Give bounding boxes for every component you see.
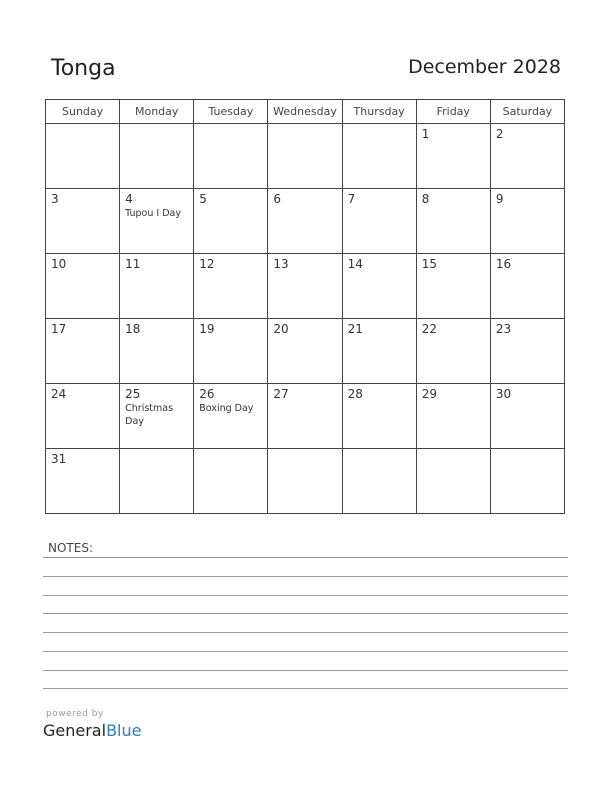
day-number: 21 xyxy=(347,322,363,336)
day-number: 19 xyxy=(199,322,215,336)
country-title: Tonga xyxy=(51,56,116,81)
day-cell xyxy=(194,384,268,449)
note-line xyxy=(43,613,568,614)
day-number: 23 xyxy=(495,322,512,336)
note-line xyxy=(43,595,568,596)
day-number: 1 xyxy=(421,127,430,141)
day-cell xyxy=(120,384,194,449)
day-number: 29 xyxy=(421,387,437,401)
week-row xyxy=(46,124,565,189)
day-number: 7 xyxy=(347,192,356,206)
week-row xyxy=(46,189,565,254)
day-cell xyxy=(490,384,564,449)
day-cell xyxy=(120,189,194,254)
day-number: 12 xyxy=(199,257,215,271)
week-row xyxy=(46,254,565,319)
day-cell xyxy=(194,254,268,319)
weekday-header: Tuesday xyxy=(194,100,268,124)
day-number: 22 xyxy=(421,322,437,336)
day-number: 9 xyxy=(495,192,504,206)
generalblue-logo[interactable] xyxy=(43,721,141,740)
day-cell xyxy=(268,124,342,189)
day-cell xyxy=(194,449,268,514)
day-cell xyxy=(120,319,194,384)
note-line xyxy=(43,576,568,577)
weekday-header: Wednesday xyxy=(268,100,342,124)
day-number: 28 xyxy=(347,387,363,401)
day-cell xyxy=(120,449,194,514)
day-number: 18 xyxy=(125,322,141,336)
day-cell xyxy=(268,449,342,514)
day-number: 4 xyxy=(125,192,133,206)
day-cell xyxy=(416,449,490,514)
day-number: 10 xyxy=(51,257,67,271)
notes-label: NOTES: xyxy=(48,541,93,555)
day-cell xyxy=(46,449,120,514)
day-cell xyxy=(268,254,342,319)
day-cell xyxy=(416,319,490,384)
note-line xyxy=(43,688,568,689)
day-number: 25 xyxy=(125,387,141,401)
day-number: 8 xyxy=(421,192,430,206)
weekday-header: Sunday xyxy=(46,100,120,124)
week-row xyxy=(46,449,565,514)
day-cell xyxy=(194,189,268,254)
day-cell xyxy=(342,189,416,254)
day-cell xyxy=(490,189,564,254)
brand-general-text: General xyxy=(43,721,107,740)
calendar-grid xyxy=(45,99,565,514)
day-number: 2 xyxy=(495,127,504,141)
day-cell xyxy=(46,254,120,319)
day-cell xyxy=(342,384,416,449)
weekday-header: Thursday xyxy=(342,100,416,124)
day-cell xyxy=(46,319,120,384)
day-cell xyxy=(268,319,342,384)
day-cell xyxy=(490,254,564,319)
day-cell xyxy=(46,124,120,189)
day-number: 24 xyxy=(51,387,67,401)
week-row xyxy=(46,384,565,449)
day-number: 6 xyxy=(273,192,282,206)
day-cell xyxy=(416,124,490,189)
day-number: 17 xyxy=(51,322,67,336)
note-line xyxy=(43,670,568,671)
day-cell xyxy=(342,124,416,189)
note-line xyxy=(43,557,568,558)
day-cell xyxy=(268,384,342,449)
day-cell xyxy=(416,384,490,449)
day-cell xyxy=(194,319,268,384)
day-cell xyxy=(268,189,342,254)
day-number: 3 xyxy=(51,192,59,206)
day-number: 11 xyxy=(125,257,141,271)
day-cell xyxy=(490,124,564,189)
day-number: 15 xyxy=(421,257,437,271)
day-number: 16 xyxy=(495,257,512,271)
note-line xyxy=(43,632,568,633)
week-row xyxy=(46,319,565,384)
day-cell xyxy=(490,449,564,514)
day-cell xyxy=(342,254,416,319)
day-cell xyxy=(120,124,194,189)
day-cell xyxy=(416,189,490,254)
day-number: 14 xyxy=(347,257,363,271)
day-cell xyxy=(490,319,564,384)
brand-blue-text: Blue xyxy=(106,721,142,740)
note-line xyxy=(43,651,568,652)
day-number: 30 xyxy=(495,387,512,401)
day-cell xyxy=(416,254,490,319)
weekday-header: Monday xyxy=(120,100,194,124)
day-cell xyxy=(46,384,120,449)
holiday-label: Boxing Day xyxy=(199,403,254,414)
powered-by-text: powered by xyxy=(46,709,104,719)
day-cell xyxy=(342,449,416,514)
day-number: 5 xyxy=(199,192,207,206)
weekday-header: Saturday xyxy=(490,100,564,124)
holiday-label: Christmas Day xyxy=(125,403,174,427)
day-number: 13 xyxy=(273,257,289,271)
day-cell xyxy=(342,319,416,384)
day-number: 26 xyxy=(199,387,215,401)
day-number: 27 xyxy=(273,387,289,401)
day-number: 20 xyxy=(273,322,289,336)
day-cell xyxy=(120,254,194,319)
holiday-label: Tupou I Day xyxy=(125,208,181,219)
weekday-header: Friday xyxy=(416,100,490,124)
day-cell xyxy=(194,124,268,189)
month-title: December 2028 xyxy=(408,56,561,78)
day-number: 31 xyxy=(51,452,67,466)
day-cell xyxy=(46,189,120,254)
weekday-header-row xyxy=(46,100,565,124)
